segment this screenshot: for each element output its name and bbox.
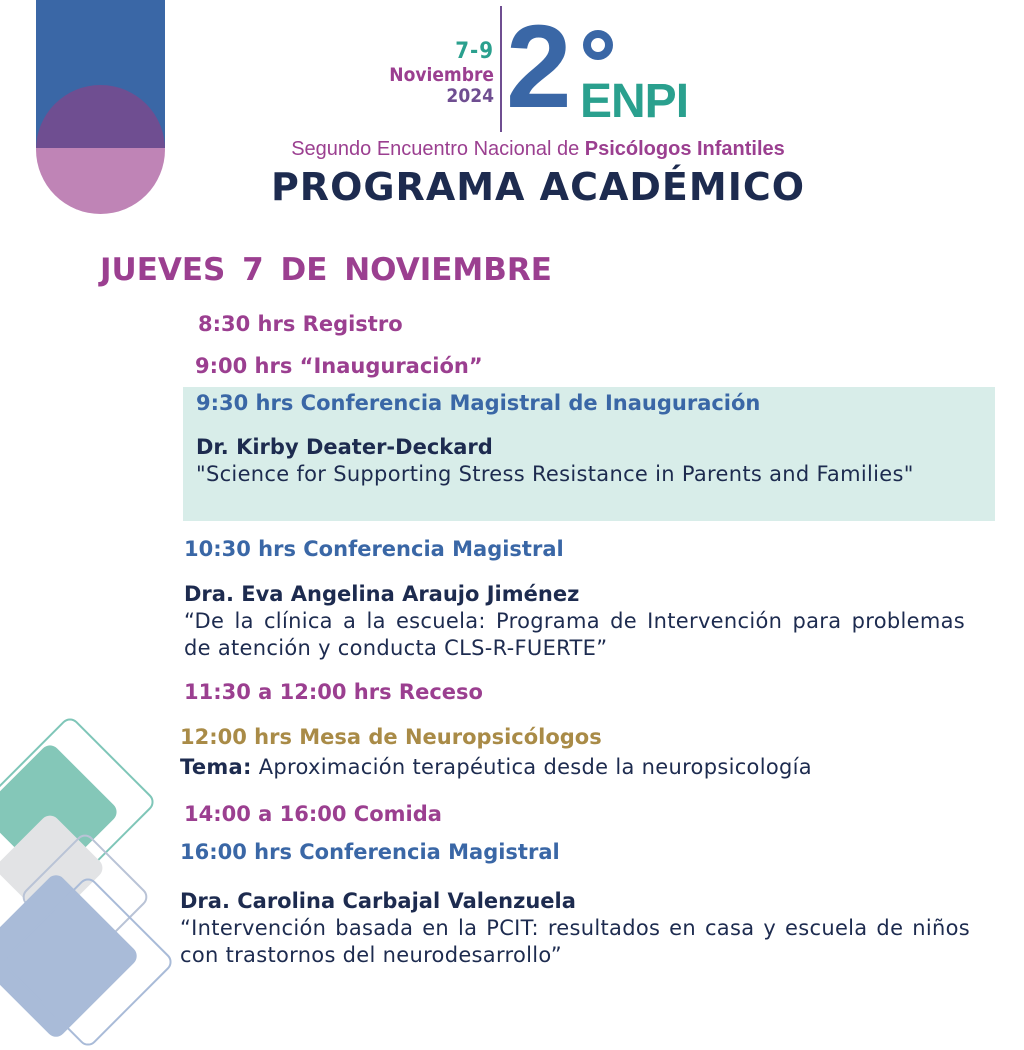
logo-acronym: ENPI [580,75,689,128]
logo-ordinal-circle [583,30,613,60]
mesa-tema-label: Tema: [180,755,252,779]
event-month: Noviembre [389,63,494,86]
event-subtitle [0,138,1024,161]
conf3-talk: “Intervención basada en la PCIT: resultados en casa y escuela de niños con trastornos del neurodesarrollo” [180,916,970,967]
conf3-speaker: Dra. Carolina Carbajal Valenzuela [180,889,576,913]
schedule-receso: 11:30 a 12:00 hrs Receso [184,680,483,704]
page-title: PROGRAMA ACADÉMICO [270,165,806,209]
day-heading: JUEVES 7 DE NOVIEMBRE [100,252,552,288]
schedule-inauguracion: 9:00 hrs “Inauguración” [195,354,483,378]
conf3-heading: 16:00 hrs Conferencia Magistral [180,840,560,864]
schedule-comida: 14:00 a 16:00 Comida [184,802,442,826]
event-dates [389,40,494,107]
conf2-talk: “De la clínica a la escuela: Programa de Intervención para problemas de atención y conducta CLS-R-FUERTE” [184,609,965,660]
conf1-heading: 9:30 hrs Conferencia Magistral de Inauguración [196,391,761,415]
conf1-speaker: Dr. Kirby Deater-Deckard [196,435,493,459]
conf1-talk: "Science for Supporting Stress Resistance in Parents and Families" [196,462,914,486]
mesa-heading: 12:00 hrs Mesa de Neuropsicólogos [180,725,602,749]
event-days: 7-9 [455,39,494,64]
logo-number: 2 [506,1,568,133]
logo-divider [500,6,502,132]
mesa-tema [180,754,980,781]
schedule-registro: 8:30 hrs Registro [198,312,403,336]
subtitle-bold: Psicólogos Infantiles [584,138,785,160]
subtitle-plain: Segundo Encuentro Nacional de [291,138,585,160]
decor-diamonds [0,700,180,1024]
event-year: 2024 [446,84,494,107]
mesa-tema-text: Aproximación terapéutica desde la neuropsicología [251,755,812,779]
conf2-speaker: Dra. Eva Angelina Araujo Jiménez [184,582,580,606]
conf2-heading: 10:30 hrs Conferencia Magistral [184,537,564,561]
